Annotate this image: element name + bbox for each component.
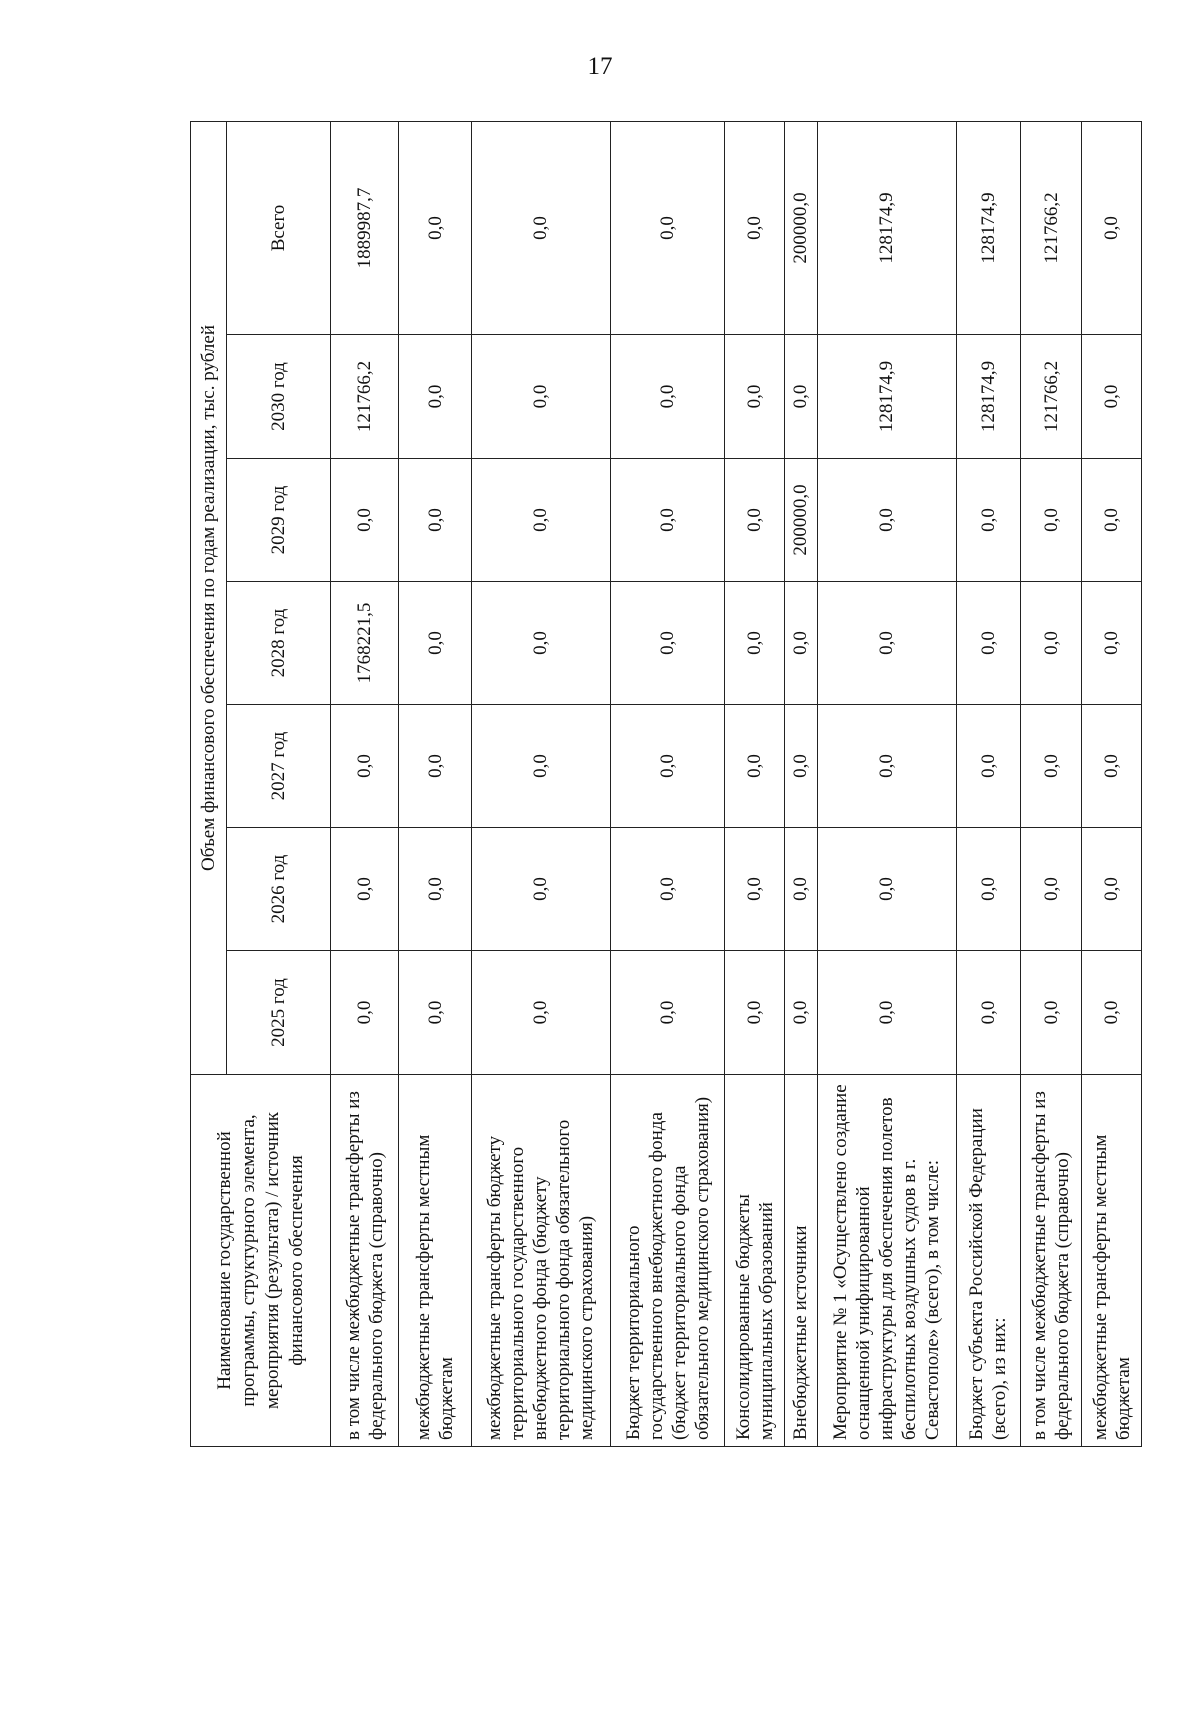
page-number: 17 [587, 53, 613, 80]
cell-value: 0,0 [1082, 951, 1142, 1075]
cell-value: 0,0 [725, 828, 785, 951]
cell-value: 0,0 [1020, 459, 1082, 582]
cell-value: 0,0 [399, 951, 472, 1075]
cell-value: 0,0 [610, 582, 725, 705]
cell-value: 0,0 [725, 705, 785, 828]
cell-value: 0,0 [399, 582, 472, 705]
cell-value: 0,0 [1082, 705, 1142, 828]
cell-value: 0,0 [610, 828, 725, 951]
cell-value: 0,0 [1082, 459, 1142, 582]
cell-value: 0,0 [472, 828, 611, 951]
cell-value: 0,0 [472, 705, 611, 828]
cell-value: 128174,9 [818, 335, 957, 459]
year-header: 2029 год [227, 459, 331, 582]
row-label: в том числе межбюджетные трансферты из федерального бюджета (справочно) [331, 1075, 399, 1447]
cell-total: 121766,2 [1020, 121, 1082, 334]
cell-value: 0,0 [1082, 582, 1142, 705]
cell-value: 0,0 [610, 705, 725, 828]
row-label: межбюджетные трансферты бюджету территориального государственного внебюджетного фонда (бюджету территориального фонда обязательного медицинского страхования) [472, 1075, 611, 1447]
row-label: межбюджетные трансферты местным бюджетам [1082, 1075, 1142, 1447]
cell-value: 1768221,5 [331, 582, 399, 705]
cell-value: 0,0 [1020, 582, 1082, 705]
table-row [610, 121, 725, 1446]
row-label: Бюджет территориального государственного внебюджетного фонда (бюджет территориального фонда обязательного медицинского страхования) [610, 1075, 725, 1447]
cell-value: 0,0 [331, 705, 399, 828]
cell-value: 0,0 [956, 828, 1020, 951]
cell-value: 0,0 [472, 335, 611, 459]
cell-value: 0,0 [610, 951, 725, 1075]
cell-value: 0,0 [1082, 828, 1142, 951]
cell-value: 0,0 [399, 828, 472, 951]
cell-value: 0,0 [331, 951, 399, 1075]
cell-total: 200000,0 [784, 121, 817, 334]
cell-total: 128174,9 [956, 121, 1020, 334]
cell-value: 0,0 [956, 705, 1020, 828]
table-row [818, 121, 957, 1446]
cell-value: 0,0 [610, 459, 725, 582]
cell-value: 0,0 [956, 459, 1020, 582]
cell-total: 0,0 [1082, 121, 1142, 334]
financing-group-header: Объем финансового обеспечения по годам реализации, тыс. рублей [191, 121, 227, 1074]
cell-value: 0,0 [956, 582, 1020, 705]
row-label: межбюджетные трансферты местным бюджетам [399, 1075, 472, 1447]
cell-value: 0,0 [725, 582, 785, 705]
table-row [1082, 121, 1142, 1446]
year-header: 2025 год [227, 951, 331, 1075]
table-row [472, 121, 611, 1446]
cell-value: 0,0 [1020, 951, 1082, 1075]
row-label: Мероприятие № 1 «Осуществлено создание оснащенной унифицированной инфраструктуры для обеспечения полетов беспилотных воздушных судов в г. Севастополе» (всего), в том числе: [818, 1075, 957, 1447]
year-header: 2030 год [227, 335, 331, 459]
cell-value: 0,0 [784, 828, 817, 951]
financing-table [190, 121, 1142, 1447]
total-header: Всего [227, 121, 331, 334]
cell-value: 0,0 [818, 951, 957, 1075]
cell-value: 0,0 [725, 951, 785, 1075]
table-row [956, 121, 1020, 1446]
cell-total: 128174,9 [818, 121, 957, 334]
year-header: 2026 год [227, 828, 331, 951]
cell-total: 0,0 [610, 121, 725, 334]
year-header: 2027 год [227, 705, 331, 828]
table-row [399, 121, 472, 1446]
table-row [725, 121, 785, 1446]
table-row [784, 121, 817, 1446]
row-label: Внебюджетные источники [784, 1075, 817, 1447]
cell-value: 0,0 [472, 582, 611, 705]
cell-value: 0,0 [818, 582, 957, 705]
cell-value: 0,0 [956, 951, 1020, 1075]
rotated-table-container [190, 122, 1142, 1447]
name-column-header: Наименование государственной программы, структурного элемента, мероприятия (результата) / источник финансового обеспечения [191, 1075, 331, 1447]
cell-value: 0,0 [818, 828, 957, 951]
cell-value: 0,0 [472, 951, 611, 1075]
cell-value: 0,0 [399, 705, 472, 828]
cell-value: 121766,2 [1020, 335, 1082, 459]
row-label: Консолидированные бюджеты муниципальных образований [725, 1075, 785, 1447]
cell-value: 121766,2 [331, 335, 399, 459]
cell-value: 0,0 [1082, 335, 1142, 459]
cell-value: 0,0 [331, 459, 399, 582]
cell-value: 0,0 [818, 459, 957, 582]
cell-value: 200000,0 [784, 459, 817, 582]
cell-value: 0,0 [1020, 828, 1082, 951]
table-row [331, 121, 399, 1446]
row-label: в том числе межбюджетные трансферты из федерального бюджета (справочно) [1020, 1075, 1082, 1447]
cell-total: 1889987,7 [331, 121, 399, 334]
cell-total: 0,0 [399, 121, 472, 334]
cell-value: 0,0 [399, 335, 472, 459]
cell-value: 0,0 [610, 335, 725, 459]
cell-value: 0,0 [399, 459, 472, 582]
cell-value: 0,0 [784, 335, 817, 459]
cell-value: 0,0 [472, 459, 611, 582]
cell-value: 0,0 [784, 951, 817, 1075]
row-label: Бюджет субъекта Российской Федерации (всего), из них: [956, 1075, 1020, 1447]
cell-value: 128174,9 [956, 335, 1020, 459]
cell-value: 0,0 [818, 705, 957, 828]
cell-total: 0,0 [472, 121, 611, 334]
cell-value: 0,0 [725, 459, 785, 582]
table-row [1020, 121, 1082, 1446]
cell-value: 0,0 [784, 705, 817, 828]
cell-value: 0,0 [784, 582, 817, 705]
cell-total: 0,0 [725, 121, 785, 334]
cell-value: 0,0 [331, 828, 399, 951]
year-header: 2028 год [227, 582, 331, 705]
cell-value: 0,0 [1020, 705, 1082, 828]
cell-value: 0,0 [725, 335, 785, 459]
